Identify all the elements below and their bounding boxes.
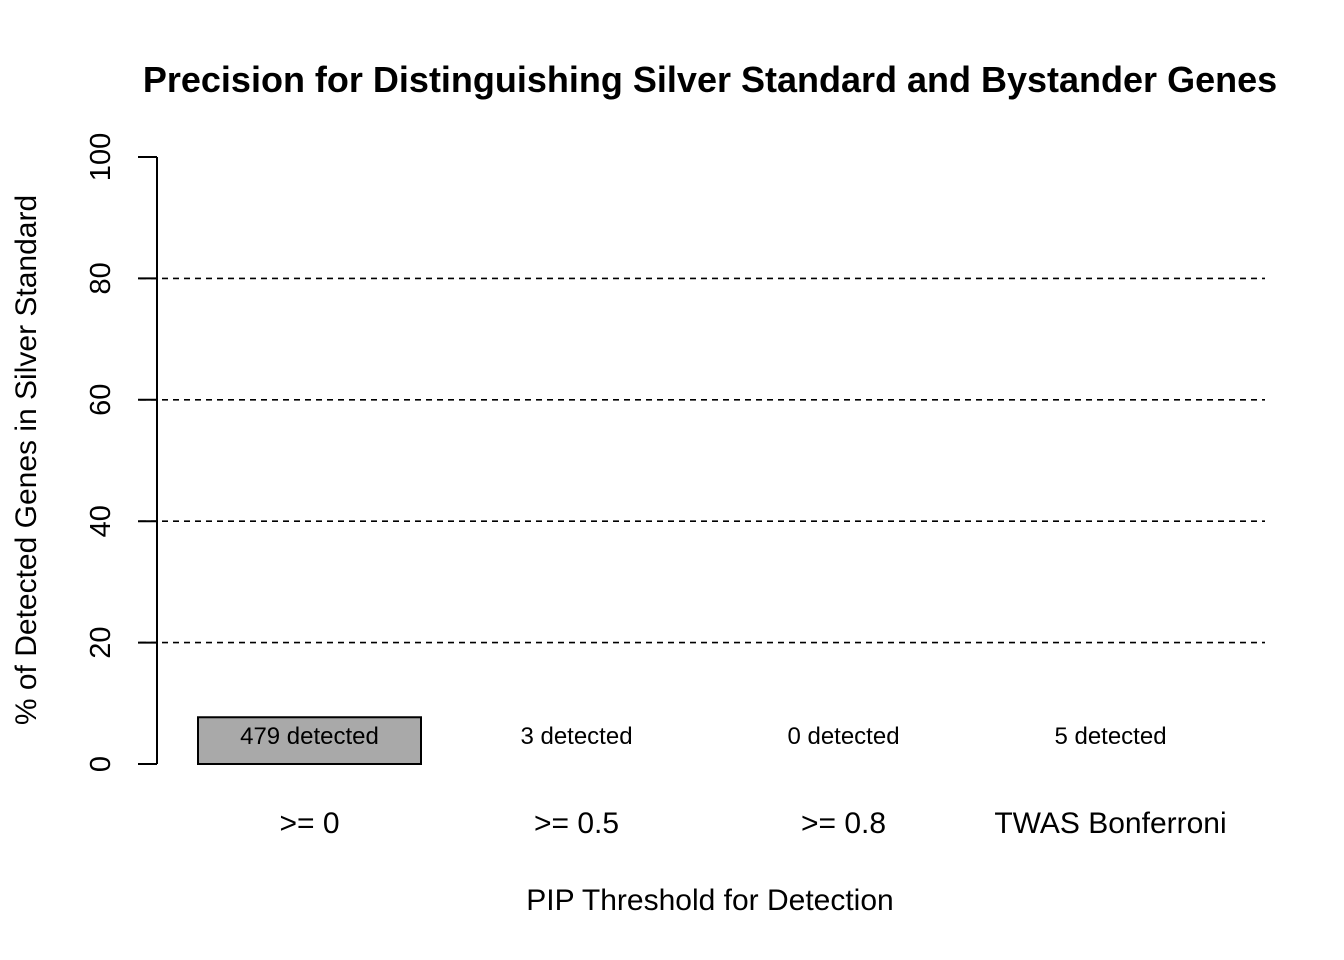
category-label-1: >= 0.5 bbox=[533, 807, 620, 840]
y-axis bbox=[85, 133, 157, 772]
gridlines bbox=[140, 278, 1265, 642]
data-label-1: 3 detected bbox=[520, 723, 633, 750]
data-label-0: 479 detected bbox=[240, 723, 379, 750]
category-label-0: >= 0 bbox=[279, 807, 340, 840]
data-label-2: 0 detected bbox=[787, 723, 900, 750]
y-tick-label-0: 0 bbox=[85, 755, 117, 773]
y-tick-label-60: 60 bbox=[85, 383, 117, 416]
chart-title: Precision for Distinguishing Silver Standard and Bystander Genes bbox=[142, 59, 1278, 100]
y-tick-label-80: 80 bbox=[85, 262, 117, 295]
category-label-3: TWAS Bonferroni bbox=[994, 807, 1227, 840]
x-category-labels bbox=[279, 807, 1226, 840]
data-label-3: 5 detected bbox=[1054, 723, 1167, 750]
y-tick-label-40: 40 bbox=[85, 505, 117, 538]
category-label-2: >= 0.8 bbox=[800, 807, 887, 840]
y-tick-label-100: 100 bbox=[85, 132, 117, 182]
y-tick-label-20: 20 bbox=[85, 626, 117, 659]
y-axis-title: % of Detected Genes in Silver Standard bbox=[10, 194, 43, 726]
x-axis-title: PIP Threshold for Detection bbox=[526, 884, 894, 917]
